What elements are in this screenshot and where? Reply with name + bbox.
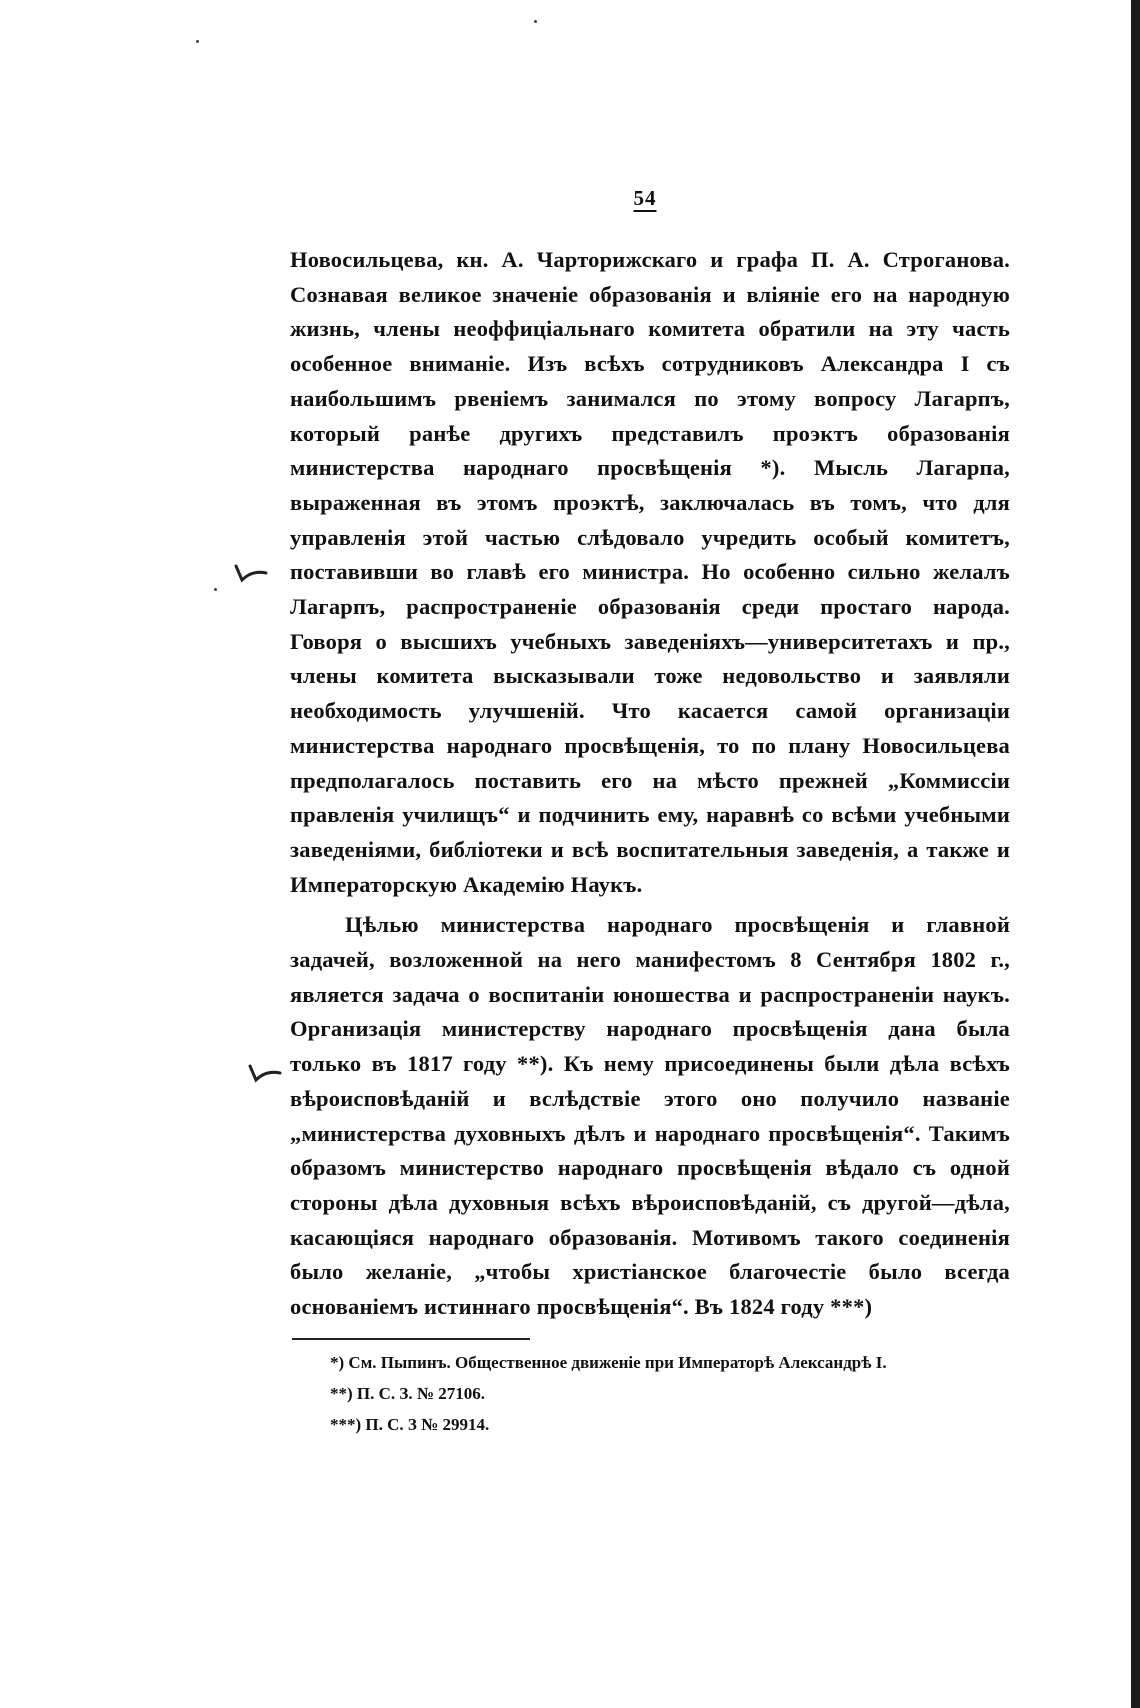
footnote: *) См. Пыпинъ. Общественное движеніе при Императорѣ Александрѣ I. — [330, 1353, 887, 1372]
check-mark-icon — [232, 560, 272, 586]
main-text — [290, 243, 1010, 1325]
paragraph: Цѣлью министерства народнаго просвѣщенія и главной задачей, возложенной на него манифестомъ 8 Сентября 1802 г., является задача о воспитаніи юношества и распространеніи наукъ. Организація министерству народнаго просвѣщенія дана была только въ 1817 году **). Къ нему присоединены были дѣла всѣхъ вѣроисповѣданій и вслѣдствіе этого оно получило названіе „министерства духовныхъ дѣлъ и народнаго просвѣщенія“. Такимъ образомъ министерство народнаго просвѣщенія вѣдало съ одной стороны дѣла духовныя всѣхъ вѣроисповѣданій, съ другой—дѣла, касающіяся народнаго образованія. Мотивомъ такого соединенія было желаніе, „чтобы христіанское благочестіе было всегда основаніемъ истиннаго просвѣщенія“. Въ 1824 году ***) — [290, 912, 1010, 1320]
scan-edge — [1131, 0, 1140, 1708]
check-mark-icon — [246, 1060, 286, 1086]
scan-speck — [214, 588, 217, 591]
page-number: 54 — [633, 186, 657, 210]
footnotes — [330, 1347, 1020, 1440]
footnote: **) П. С. З. № 27106. — [330, 1384, 485, 1403]
footnote-divider — [292, 1338, 530, 1340]
footnote: ***) П. С. З № 29914. — [330, 1415, 490, 1434]
paragraph: Новосильцева, кн. А. Чарторижскаго и графа П. А. Строганова. Сознавая великое значеніе образованія и вліяніе его на народную жизнь, члены неоффиціальнаго комитета обратили на эту часть особенное вниманіе. Изъ всѣхъ сотрудниковъ Александра I съ наибольшимъ рвеніемъ занимался по этому вопросу Лагарпъ, который ранѣе другихъ представилъ проэктъ образованія министерства народнаго просвѣщенія *). Мысль Лагарпа, выраженная въ этомъ проэктѣ, заключалась въ томъ, что для управленія этой частью слѣдовало учредить особый комитетъ, поставивши во главѣ его министра. Но особенно сильно желалъ Лагарпъ, распространеніе образованія среди простаго народа. Говоря о высшихъ учебныхъ заведеніяхъ—университетахъ и пр., члены комитета высказывали тоже недовольство и заявляли необходимость улучшеній. Что касается самой организаціи министерства народнаго просвѣщенія, то по плану Новосильцева предполагалось поставить его на мѣсто прежней „Коммиссіи правленія училищъ“ и подчинить ему, наравнѣ со всѣми учебными заведеніями, библіотеки и всѣ воспитательныя заведенія, а также и Императорскую Академію Наукъ. — [290, 247, 1010, 897]
scan-speck — [534, 20, 537, 23]
scan-speck — [196, 40, 199, 43]
